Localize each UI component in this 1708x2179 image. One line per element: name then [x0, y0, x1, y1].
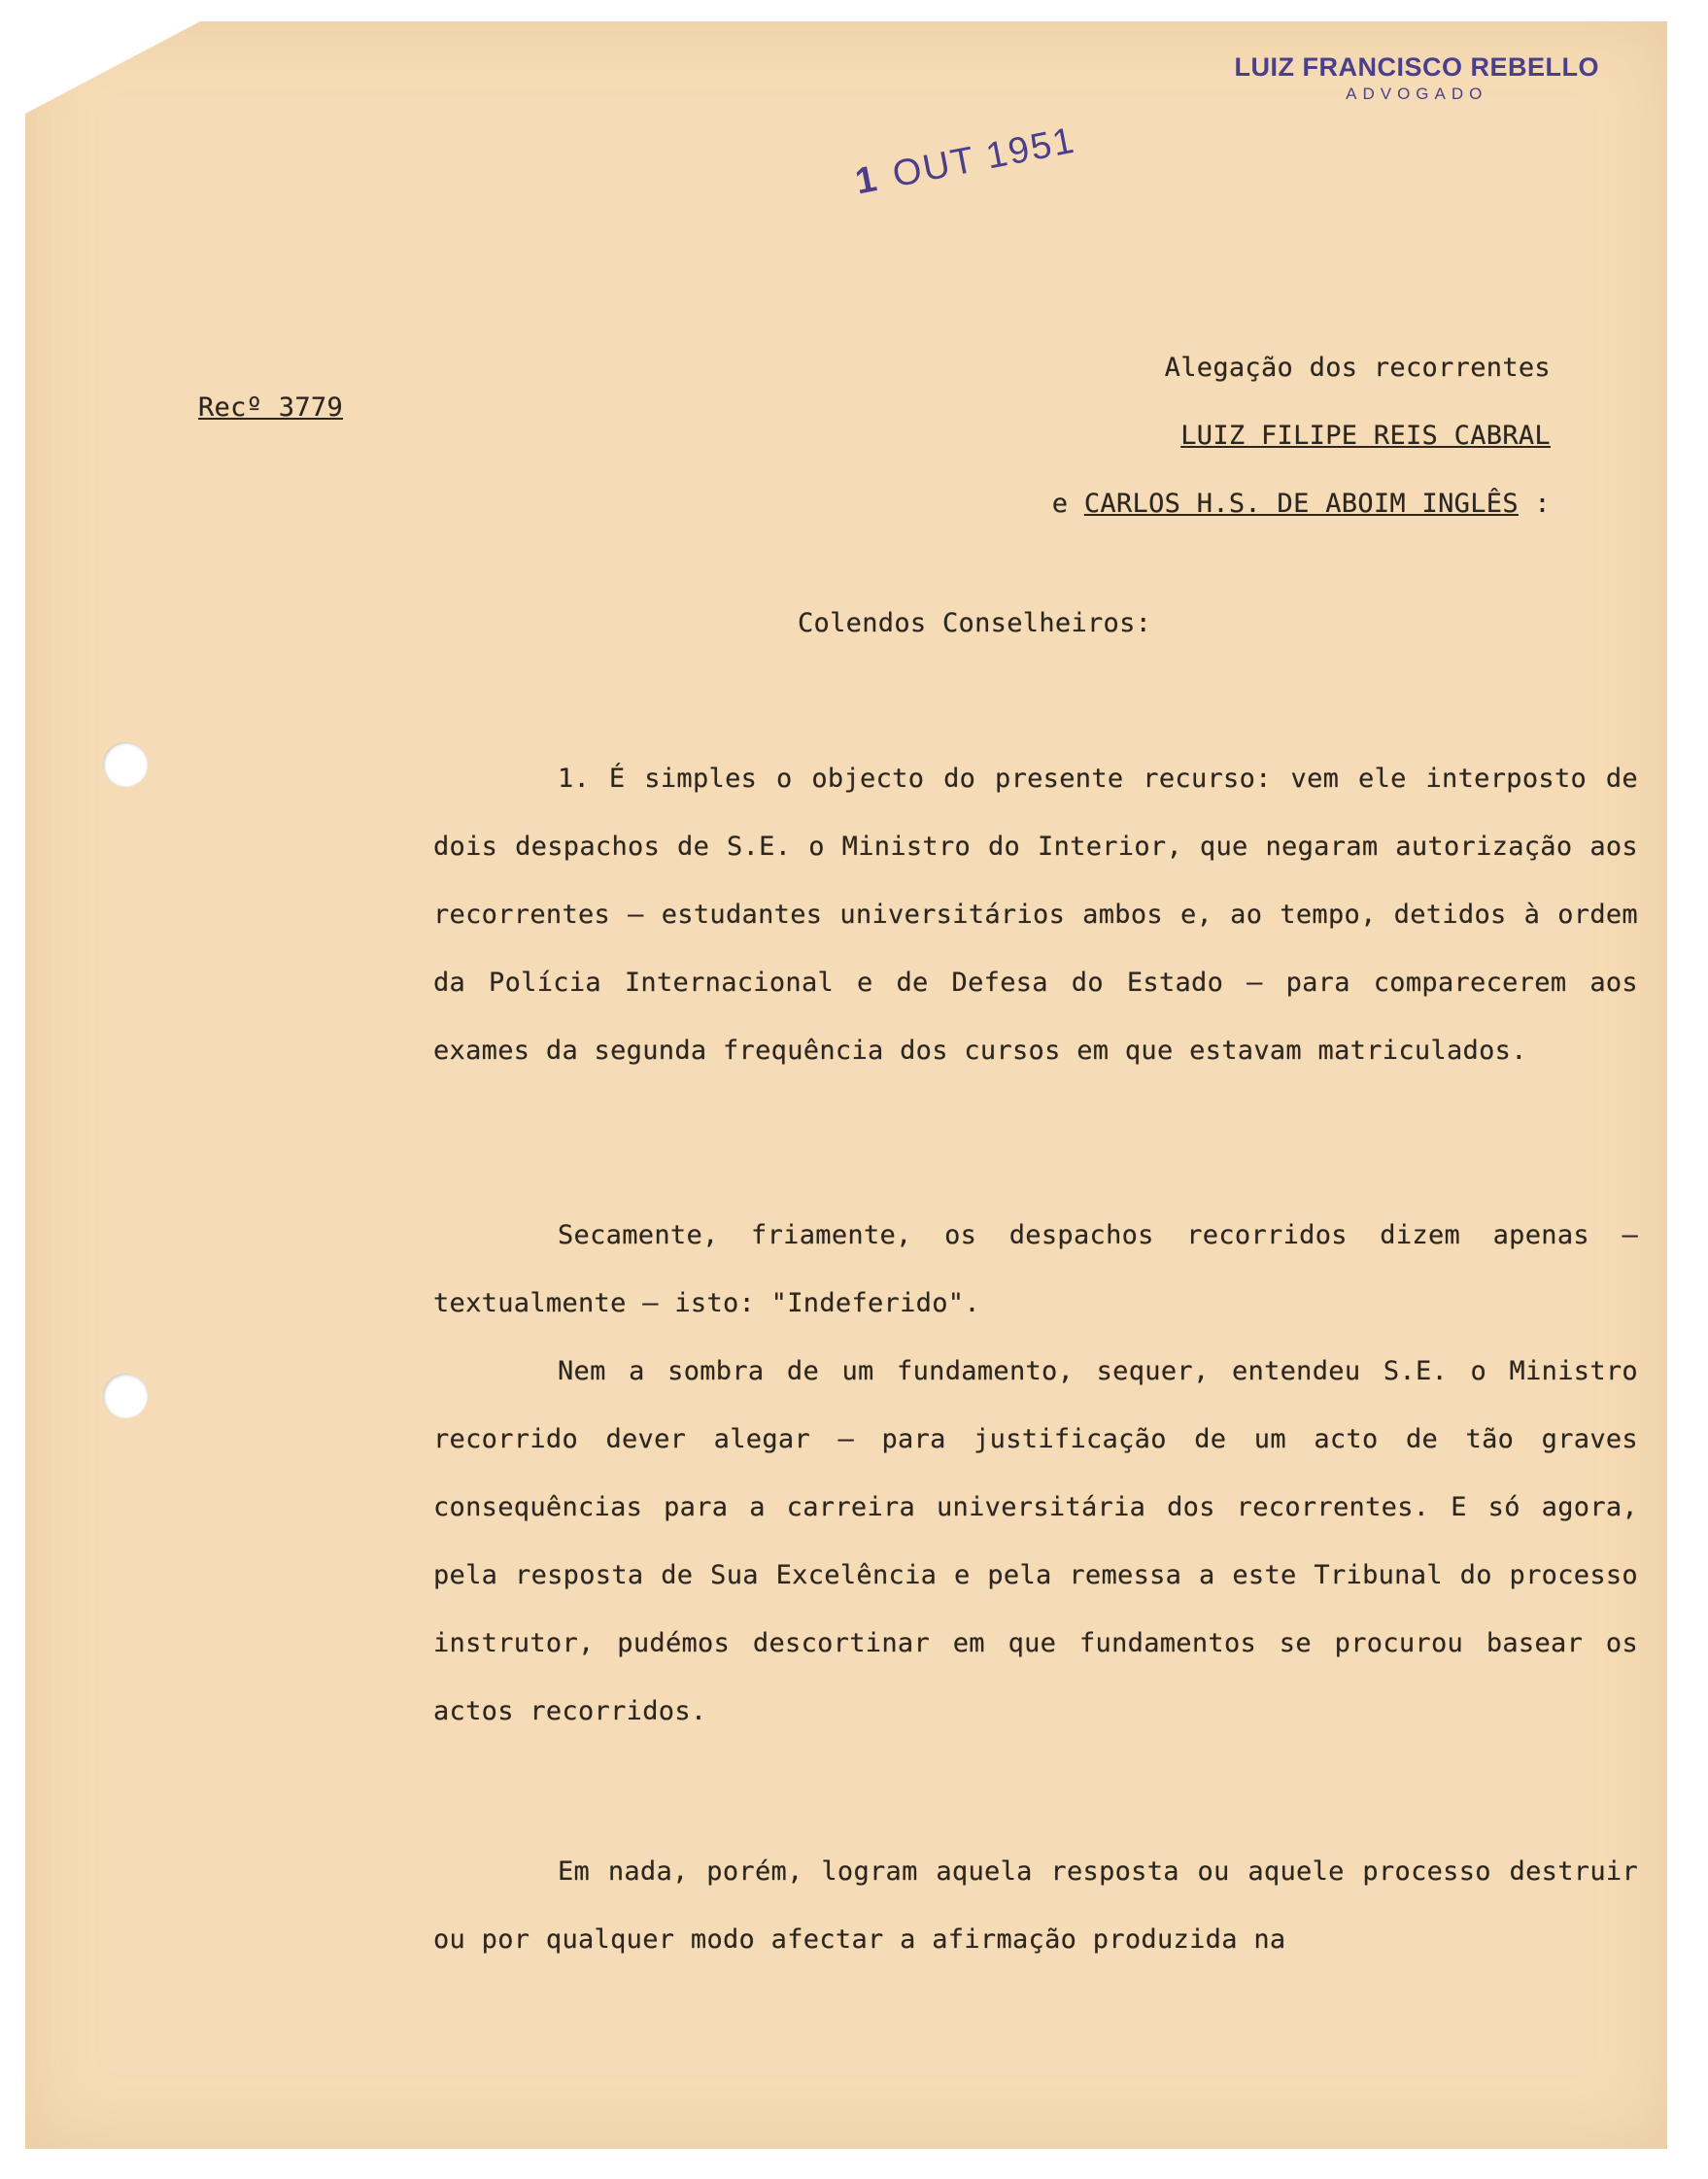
- case-reference: Recº 3779: [198, 392, 343, 423]
- salutation: Colendos Conselheiros:: [798, 608, 1152, 638]
- heading-title: Alegação dos recorrentes: [1164, 353, 1551, 383]
- date-stamp-day: 1: [851, 157, 882, 203]
- punch-hole: [103, 1374, 148, 1418]
- paragraph-group: [433, 1202, 1638, 1746]
- paragraph-2: Secamente, friamente, os despachos recorridos dizem apenas — textualmente — isto: "Indeferido".: [433, 1220, 1638, 1318]
- date-stamp-month-year: OUT 1951: [889, 119, 1079, 196]
- paragraph-1: 1. É simples o objecto do presente recurso: vem ele interposto de dois despachos de S.E. o Ministro do Interior, que negaram autorização aos recorrentes — estudantes universitários ambos e, ao tempo, detidos à ordem da Polícia Internacional e de Defesa do Estado — para comparecerem aos exames da segunda frequência dos cursos em que estavam matriculados.: [433, 764, 1638, 1066]
- document-page: [25, 21, 1667, 2149]
- paragraph-4: Em nada, porém, logram aquela resposta ou aquele processo destruir ou por qualquer modo afectar a afirmação produzida na: [433, 1856, 1638, 1955]
- lawyer-name: LUIZ FRANCISCO REBELLO: [1234, 52, 1599, 82]
- date-stamp: [852, 120, 1079, 204]
- lawyer-role: ADVOGADO: [1346, 85, 1488, 103]
- heading-appellant-2: CARLOS H.S. DE ABOIM INGLÊS: [1083, 489, 1519, 519]
- lawyer-stamp: [1235, 52, 1600, 104]
- punch-hole: [103, 742, 148, 787]
- document-heading: [1052, 334, 1551, 538]
- heading-conjunction: e: [1051, 489, 1084, 519]
- heading-appellant-1: LUIZ FILIPE REIS CABRAL: [1180, 421, 1551, 451]
- paragraph-3: Nem a sombra de um fundamento, sequer, entendeu S.E. o Ministro recorrido dever alegar — para justificação de um acto de tão graves consequências para a carreira universitária dos recorrentes. E só agora, pela resposta de Sua Excelência e pela remessa a este Tribunal do processo instrutor, pudémos descortinar em que fundamentos se procurou basear os actos recorridos.: [433, 1356, 1638, 1726]
- torn-corner: [25, 21, 200, 114]
- heading-colon: :: [1518, 489, 1551, 519]
- heading-appellant-2-line: [1052, 470, 1551, 538]
